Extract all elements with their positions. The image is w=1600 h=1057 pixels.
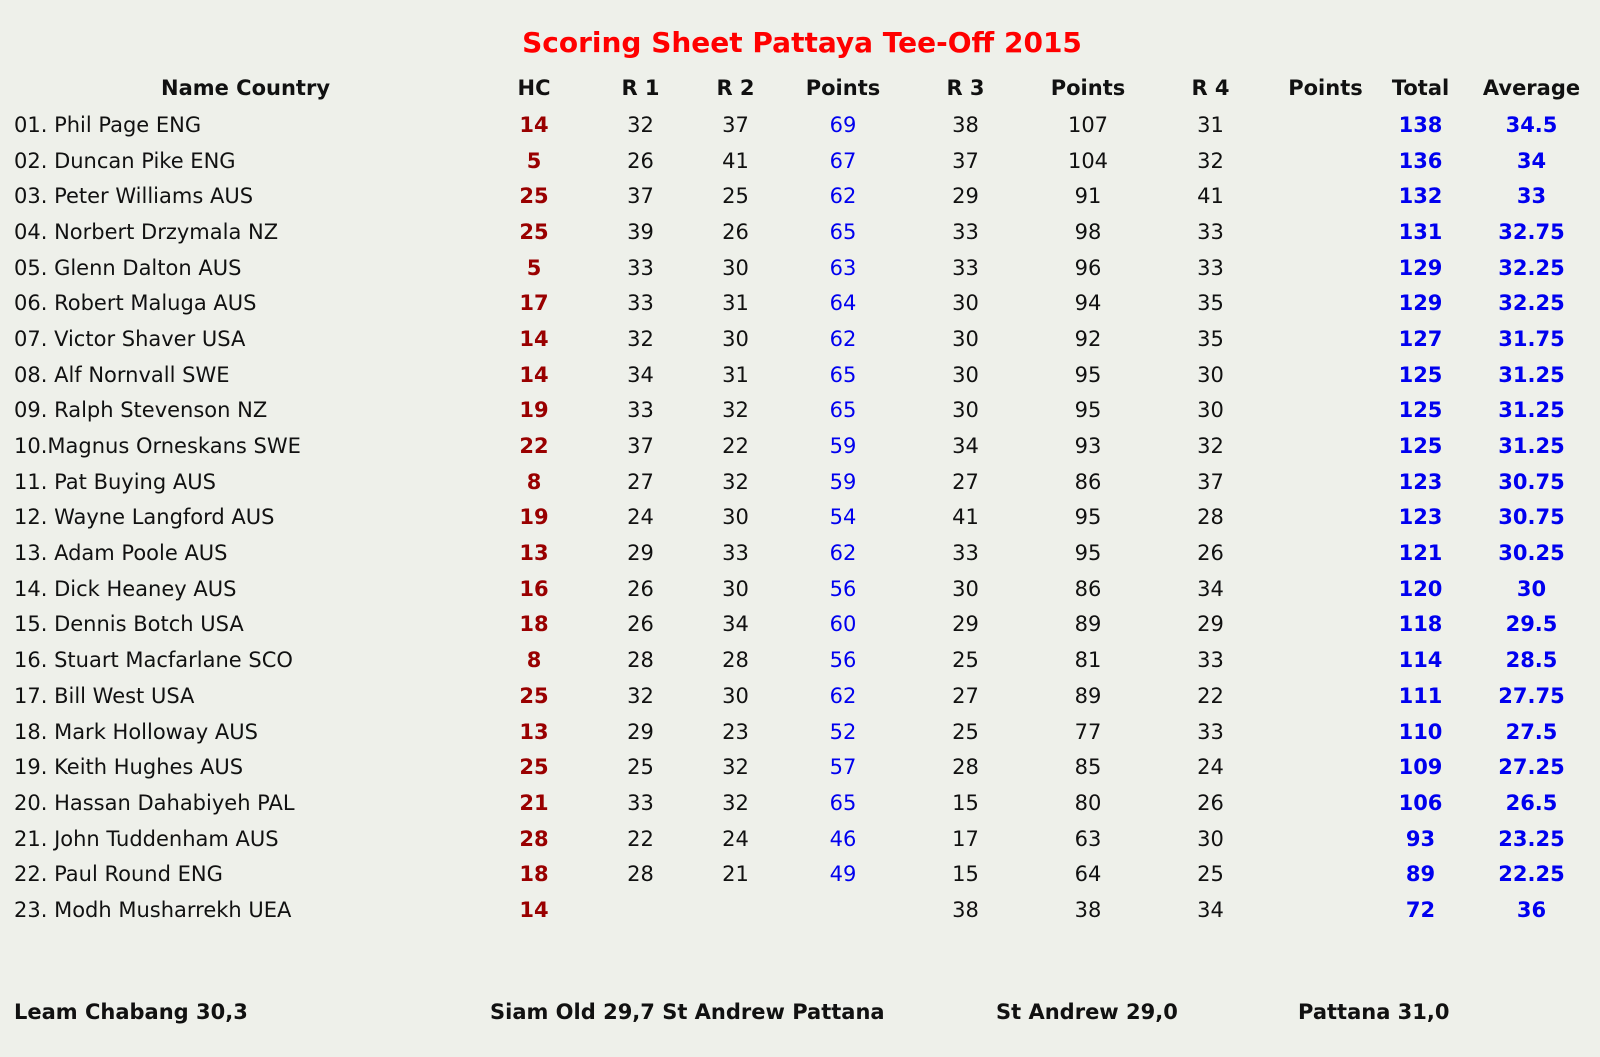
table-row: [0, 821, 1600, 857]
average-cell: 34: [1516, 148, 1547, 173]
points-3-cell: 86: [1074, 576, 1102, 601]
round-2-cell: 41: [722, 148, 749, 173]
average-cell: 31.75: [1498, 326, 1565, 351]
round-4-cell: 30: [1197, 362, 1224, 387]
points-4-cell: [1273, 607, 1378, 643]
round-2-cell: 23: [722, 719, 749, 744]
round-3-cell: 33: [952, 219, 979, 244]
table-row: [0, 571, 1600, 607]
points-2-cell: 49: [829, 862, 857, 887]
header-average: Average: [1482, 75, 1581, 100]
player-name-cell: 17. Bill West USA: [14, 683, 195, 708]
player-name-cell: 12. Wayne Langford AUS: [14, 505, 275, 530]
points-4-cell: [1273, 500, 1378, 536]
header-r1: R 1: [621, 75, 660, 100]
average-cell: 30.25: [1498, 541, 1565, 566]
points-3-cell: 104: [1067, 148, 1109, 173]
handicap-cell: 18: [519, 612, 549, 637]
average-cell: 32.25: [1498, 291, 1565, 316]
average-cell: 31.25: [1498, 398, 1565, 423]
round-4-cell: 33: [1197, 719, 1224, 744]
total-cell: 123: [1398, 469, 1443, 494]
total-cell: 129: [1398, 291, 1443, 316]
points-2-cell: 54: [829, 505, 857, 530]
table-row: [0, 749, 1600, 785]
round-2-cell: 32: [722, 790, 749, 815]
round-2-cell: 22: [722, 434, 749, 459]
round-3-cell: 33: [952, 255, 979, 280]
points-3-cell: 86: [1074, 469, 1102, 494]
header-name-country: Name Country: [161, 75, 331, 100]
points-2-cell: 62: [829, 541, 857, 566]
points-2-cell: 52: [829, 719, 857, 744]
points-4-cell: [1273, 714, 1378, 750]
total-cell: 125: [1398, 434, 1443, 459]
round-1-cell: 33: [627, 291, 654, 316]
round-3-cell: 27: [952, 469, 979, 494]
round-2-cell: 25: [722, 184, 749, 209]
points-3-cell: 107: [1067, 112, 1109, 137]
header-r3: R 3: [946, 75, 985, 100]
points-2-cell: 69: [829, 112, 857, 137]
scoring-table: [0, 68, 1600, 928]
player-name-cell: 21. John Tuddenham AUS: [14, 826, 279, 851]
points-2-cell: 65: [829, 790, 857, 815]
points-2-cell: [783, 892, 903, 928]
round-1-cell: 24: [627, 505, 654, 530]
handicap-cell: 13: [519, 541, 549, 566]
table-row: [0, 250, 1600, 286]
points-4-cell: [1273, 143, 1378, 179]
total-cell: 131: [1398, 219, 1443, 244]
points-3-cell: 96: [1074, 255, 1102, 280]
round-3-cell: 41: [952, 505, 979, 530]
points-3-cell: 81: [1074, 648, 1102, 673]
round-2-cell: 24: [722, 826, 749, 851]
handicap-cell: 28: [519, 826, 549, 851]
total-cell: 89: [1405, 862, 1436, 887]
total-cell: 138: [1398, 112, 1443, 137]
round-1-cell: 33: [627, 255, 654, 280]
average-cell: 32.75: [1498, 219, 1565, 244]
round-2-cell: 34: [722, 612, 749, 637]
table-row: [0, 607, 1600, 643]
handicap-cell: 21: [519, 790, 549, 815]
round-4-cell: 26: [1197, 790, 1224, 815]
round-2-cell: [688, 892, 783, 928]
round-3-cell: 30: [952, 362, 979, 387]
total-cell: 127: [1398, 326, 1443, 351]
average-cell: 26.5: [1505, 790, 1558, 815]
header-hc: HC: [517, 75, 551, 100]
round-1-cell: 37: [627, 184, 654, 209]
round-1-cell: 26: [627, 148, 654, 173]
round-1-cell: 27: [627, 469, 654, 494]
average-cell: 23.25: [1498, 826, 1565, 851]
points-2-cell: 59: [829, 469, 857, 494]
player-name-cell: 22. Paul Round ENG: [14, 862, 223, 887]
points-4-cell: [1273, 214, 1378, 250]
average-cell: 30.75: [1498, 469, 1565, 494]
table-row: [0, 785, 1600, 821]
table-row: [0, 856, 1600, 892]
player-name-cell: 05. Glenn Dalton AUS: [14, 255, 242, 280]
table-row: [0, 500, 1600, 536]
points-2-cell: 63: [829, 255, 857, 280]
points-3-cell: 95: [1074, 398, 1102, 423]
points-4-cell: [1273, 393, 1378, 429]
round-4-cell: 37: [1197, 469, 1224, 494]
handicap-cell: 8: [526, 648, 542, 673]
round-1-cell: 29: [627, 541, 654, 566]
average-cell: 22.25: [1498, 862, 1565, 887]
player-name-cell: 09. Ralph Stevenson NZ: [14, 398, 268, 423]
round-4-cell: 41: [1197, 184, 1224, 209]
round-4-cell: 25: [1197, 862, 1224, 887]
round-1-cell: 34: [627, 362, 654, 387]
handicap-cell: 8: [526, 469, 542, 494]
average-cell: 36: [1516, 897, 1547, 922]
round-3-cell: 15: [952, 862, 979, 887]
points-3-cell: 91: [1074, 184, 1102, 209]
round-2-cell: 37: [722, 112, 749, 137]
handicap-cell: 18: [519, 862, 549, 887]
total-cell: 109: [1398, 755, 1443, 780]
round-3-cell: 33: [952, 541, 979, 566]
table-row: [0, 143, 1600, 179]
points-3-cell: 64: [1074, 862, 1102, 887]
round-1-cell: 28: [627, 648, 654, 673]
points-2-cell: 62: [829, 326, 857, 351]
player-name-cell: 01. Phil Page ENG: [14, 112, 202, 137]
points-4-cell: [1273, 785, 1378, 821]
handicap-cell: 17: [519, 291, 549, 316]
average-cell: 28.5: [1505, 648, 1558, 673]
handicap-cell: 5: [526, 148, 542, 173]
round-3-cell: 38: [952, 897, 979, 922]
total-cell: 125: [1398, 398, 1443, 423]
round-4-cell: 32: [1197, 148, 1224, 173]
points-2-cell: 56: [829, 576, 857, 601]
round-3-cell: 34: [952, 434, 979, 459]
points-3-cell: 77: [1074, 719, 1102, 744]
round-1-cell: 33: [627, 790, 654, 815]
points-4-cell: [1273, 250, 1378, 286]
player-name-cell: 11. Pat Buying AUS: [14, 469, 216, 494]
total-cell: 132: [1398, 184, 1443, 209]
handicap-cell: 13: [519, 719, 549, 744]
points-3-cell: 85: [1074, 755, 1102, 780]
points-2-cell: 60: [829, 612, 857, 637]
round-2-cell: 26: [722, 219, 749, 244]
player-name-cell: 19. Keith Hughes AUS: [14, 755, 244, 780]
player-name-cell: 20. Hassan Dahabiyeh PAL: [14, 790, 295, 815]
round-3-cell: 17: [952, 826, 979, 851]
round-2-cell: 33: [722, 541, 749, 566]
total-cell: 121: [1398, 541, 1443, 566]
handicap-cell: 14: [519, 326, 549, 351]
average-cell: 30: [1516, 576, 1547, 601]
total-cell: 110: [1398, 719, 1443, 744]
points-3-cell: 92: [1074, 326, 1102, 351]
round-1-cell: 39: [627, 219, 654, 244]
round-3-cell: 15: [952, 790, 979, 815]
total-cell: 114: [1398, 648, 1443, 673]
round-4-cell: 34: [1197, 897, 1224, 922]
total-cell: 129: [1398, 255, 1443, 280]
handicap-cell: 25: [519, 184, 549, 209]
points-2-cell: 65: [829, 362, 857, 387]
table-row: [0, 393, 1600, 429]
player-name-cell: 13. Adam Poole AUS: [14, 541, 228, 566]
points-3-cell: 95: [1074, 541, 1102, 566]
total-cell: 72: [1405, 897, 1436, 922]
average-cell: 29.5: [1505, 612, 1558, 637]
points-2-cell: 56: [829, 648, 857, 673]
handicap-cell: 25: [519, 755, 549, 780]
total-cell: 118: [1398, 612, 1443, 637]
handicap-cell: 22: [519, 434, 549, 459]
points-4-cell: [1273, 464, 1378, 500]
table-row: [0, 642, 1600, 678]
round-3-cell: 30: [952, 326, 979, 351]
total-cell: 125: [1398, 362, 1443, 387]
round-2-cell: 30: [722, 505, 749, 530]
round-3-cell: 25: [952, 648, 979, 673]
round-3-cell: 38: [952, 112, 979, 137]
points-4-cell: [1273, 285, 1378, 321]
table-row: [0, 321, 1600, 357]
header-r2: R 2: [716, 75, 755, 100]
round-3-cell: 25: [952, 719, 979, 744]
points-4-cell: [1273, 892, 1378, 928]
course-rating-1: Leam Chabang 30,3: [14, 1000, 248, 1024]
round-1-cell: 22: [627, 826, 654, 851]
points-2-cell: 65: [829, 219, 857, 244]
round-1-cell: 29: [627, 719, 654, 744]
player-name-cell: 04. Norbert Drzymala NZ: [14, 219, 279, 244]
points-4-cell: [1273, 749, 1378, 785]
handicap-cell: 19: [519, 398, 549, 423]
round-2-cell: 32: [722, 469, 749, 494]
points-4-cell: [1273, 856, 1378, 892]
points-3-cell: 95: [1074, 362, 1102, 387]
round-1-cell: 32: [627, 683, 654, 708]
round-2-cell: 28: [722, 648, 749, 673]
handicap-cell: 14: [519, 362, 549, 387]
points-2-cell: 46: [829, 826, 857, 851]
table-body: [0, 107, 1600, 928]
points-4-cell: [1273, 357, 1378, 393]
points-4-cell: [1273, 571, 1378, 607]
round-4-cell: 33: [1197, 648, 1224, 673]
average-cell: 31.25: [1498, 434, 1565, 459]
round-1-cell: 37: [627, 434, 654, 459]
table-row: [0, 714, 1600, 750]
points-3-cell: 95: [1074, 505, 1102, 530]
points-2-cell: 65: [829, 398, 857, 423]
average-cell: 32.25: [1498, 255, 1565, 280]
round-2-cell: 30: [722, 255, 749, 280]
round-4-cell: 30: [1197, 826, 1224, 851]
round-2-cell: 30: [722, 683, 749, 708]
table-row: [0, 357, 1600, 393]
round-1-cell: 28: [627, 862, 654, 887]
player-name-cell: 14. Dick Heaney AUS: [14, 576, 237, 601]
points-4-cell: [1273, 428, 1378, 464]
table-row: [0, 107, 1600, 143]
round-1-cell: 32: [627, 112, 654, 137]
player-name-cell: 18. Mark Holloway AUS: [14, 719, 258, 744]
player-name-cell: 06. Robert Maluga AUS: [14, 291, 257, 316]
round-2-cell: 31: [722, 291, 749, 316]
points-4-cell: [1273, 321, 1378, 357]
round-4-cell: 26: [1197, 541, 1224, 566]
round-4-cell: 35: [1197, 291, 1224, 316]
round-3-cell: 30: [952, 576, 979, 601]
average-cell: 27.5: [1505, 719, 1558, 744]
round-4-cell: 28: [1197, 505, 1224, 530]
course-rating-3: St Andrew 29,0: [996, 1000, 1178, 1024]
player-name-cell: 23. Modh Musharrekh UEA: [14, 897, 292, 922]
round-4-cell: 35: [1197, 326, 1224, 351]
round-2-cell: 30: [722, 326, 749, 351]
average-cell: 34.5: [1505, 112, 1558, 137]
round-1-cell: 26: [627, 576, 654, 601]
player-name-cell: 08. Alf Nornvall SWE: [14, 362, 230, 387]
round-1-cell: 33: [627, 398, 654, 423]
points-3-cell: 63: [1074, 826, 1102, 851]
points-3-cell: 80: [1074, 790, 1102, 815]
table-row: [0, 892, 1600, 928]
round-3-cell: 27: [952, 683, 979, 708]
round-1-cell: 25: [627, 755, 654, 780]
table-row: [0, 428, 1600, 464]
round-1-cell: 26: [627, 612, 654, 637]
round-3-cell: 30: [952, 291, 979, 316]
handicap-cell: 25: [519, 219, 549, 244]
player-name-cell: 15. Dennis Botch USA: [14, 612, 244, 637]
points-4-cell: [1273, 642, 1378, 678]
points-2-cell: 62: [829, 184, 857, 209]
round-4-cell: 22: [1197, 683, 1224, 708]
round-3-cell: 30: [952, 398, 979, 423]
round-1-cell: 32: [627, 326, 654, 351]
table-row: [0, 214, 1600, 250]
average-cell: 30.75: [1498, 505, 1565, 530]
header-points-3: Points: [1050, 75, 1126, 100]
handicap-cell: 5: [526, 255, 542, 280]
round-1-cell: [593, 892, 688, 928]
course-ratings-footer: [0, 1000, 1600, 1030]
round-2-cell: 32: [722, 398, 749, 423]
average-cell: 27.75: [1498, 683, 1565, 708]
round-2-cell: 21: [722, 862, 749, 887]
round-4-cell: 29: [1197, 612, 1224, 637]
points-3-cell: 89: [1074, 612, 1102, 637]
header-points-2: Points: [805, 75, 881, 100]
points-2-cell: 57: [829, 755, 857, 780]
table-row: [0, 535, 1600, 571]
round-4-cell: 31: [1197, 112, 1224, 137]
header-r4: R 4: [1191, 75, 1230, 100]
points-2-cell: 67: [829, 148, 857, 173]
handicap-cell: 25: [519, 683, 549, 708]
round-4-cell: 32: [1197, 434, 1224, 459]
points-4-cell: [1273, 178, 1378, 214]
header-points-4: Points: [1288, 75, 1363, 100]
round-3-cell: 29: [952, 184, 979, 209]
table-row: [0, 285, 1600, 321]
page-title: [0, 26, 1600, 59]
points-3-cell: 38: [1074, 897, 1102, 922]
player-name-cell: 03. Peter Williams AUS: [14, 184, 254, 209]
handicap-cell: 14: [519, 897, 549, 922]
table-header-row: [0, 68, 1600, 107]
points-3-cell: 89: [1074, 683, 1102, 708]
total-cell: 106: [1398, 790, 1443, 815]
header-total: Total: [1391, 75, 1450, 100]
player-name-cell: 16. Stuart Macfarlane SCO: [14, 648, 293, 673]
points-4-cell: [1273, 821, 1378, 857]
round-4-cell: 30: [1197, 398, 1224, 423]
total-cell: 123: [1398, 505, 1443, 530]
round-4-cell: 24: [1197, 755, 1224, 780]
total-cell: 111: [1398, 683, 1443, 708]
handicap-cell: 19: [519, 505, 549, 530]
round-3-cell: 29: [952, 612, 979, 637]
points-4-cell: [1273, 107, 1378, 143]
points-4-cell: [1273, 535, 1378, 571]
points-2-cell: 59: [829, 434, 857, 459]
points-3-cell: 93: [1074, 434, 1102, 459]
player-name-cell: 10.Magnus Orneskans SWE: [14, 434, 301, 459]
points-4-cell: [1273, 678, 1378, 714]
round-3-cell: 28: [952, 755, 979, 780]
total-cell: 93: [1405, 826, 1436, 851]
round-4-cell: 33: [1197, 255, 1224, 280]
handicap-cell: 14: [519, 112, 549, 137]
table-row: [0, 464, 1600, 500]
points-3-cell: 94: [1074, 291, 1102, 316]
round-4-cell: 34: [1197, 576, 1224, 601]
round-2-cell: 32: [722, 755, 749, 780]
total-cell: 136: [1398, 148, 1443, 173]
course-rating-2: Siam Old 29,7 St Andrew Pattana: [490, 1000, 885, 1024]
average-cell: 31.25: [1498, 362, 1565, 387]
total-cell: 120: [1398, 576, 1443, 601]
round-3-cell: 37: [952, 148, 979, 173]
player-name-cell: 02. Duncan Pike ENG: [14, 148, 236, 173]
average-cell: 27.25: [1498, 755, 1565, 780]
player-name-cell: 07. Victor Shaver USA: [14, 326, 246, 351]
round-2-cell: 31: [722, 362, 749, 387]
table-row: [0, 678, 1600, 714]
round-4-cell: 33: [1197, 219, 1224, 244]
title-text: Scoring Sheet Pattaya Tee-Off 2015: [522, 26, 1082, 59]
handicap-cell: 16: [519, 576, 549, 601]
round-2-cell: 30: [722, 576, 749, 601]
course-rating-4: Pattana 31,0: [1298, 1000, 1450, 1024]
points-2-cell: 64: [829, 291, 857, 316]
points-3-cell: 98: [1074, 219, 1102, 244]
points-2-cell: 62: [829, 683, 857, 708]
table-row: [0, 178, 1600, 214]
average-cell: 33: [1516, 184, 1547, 209]
